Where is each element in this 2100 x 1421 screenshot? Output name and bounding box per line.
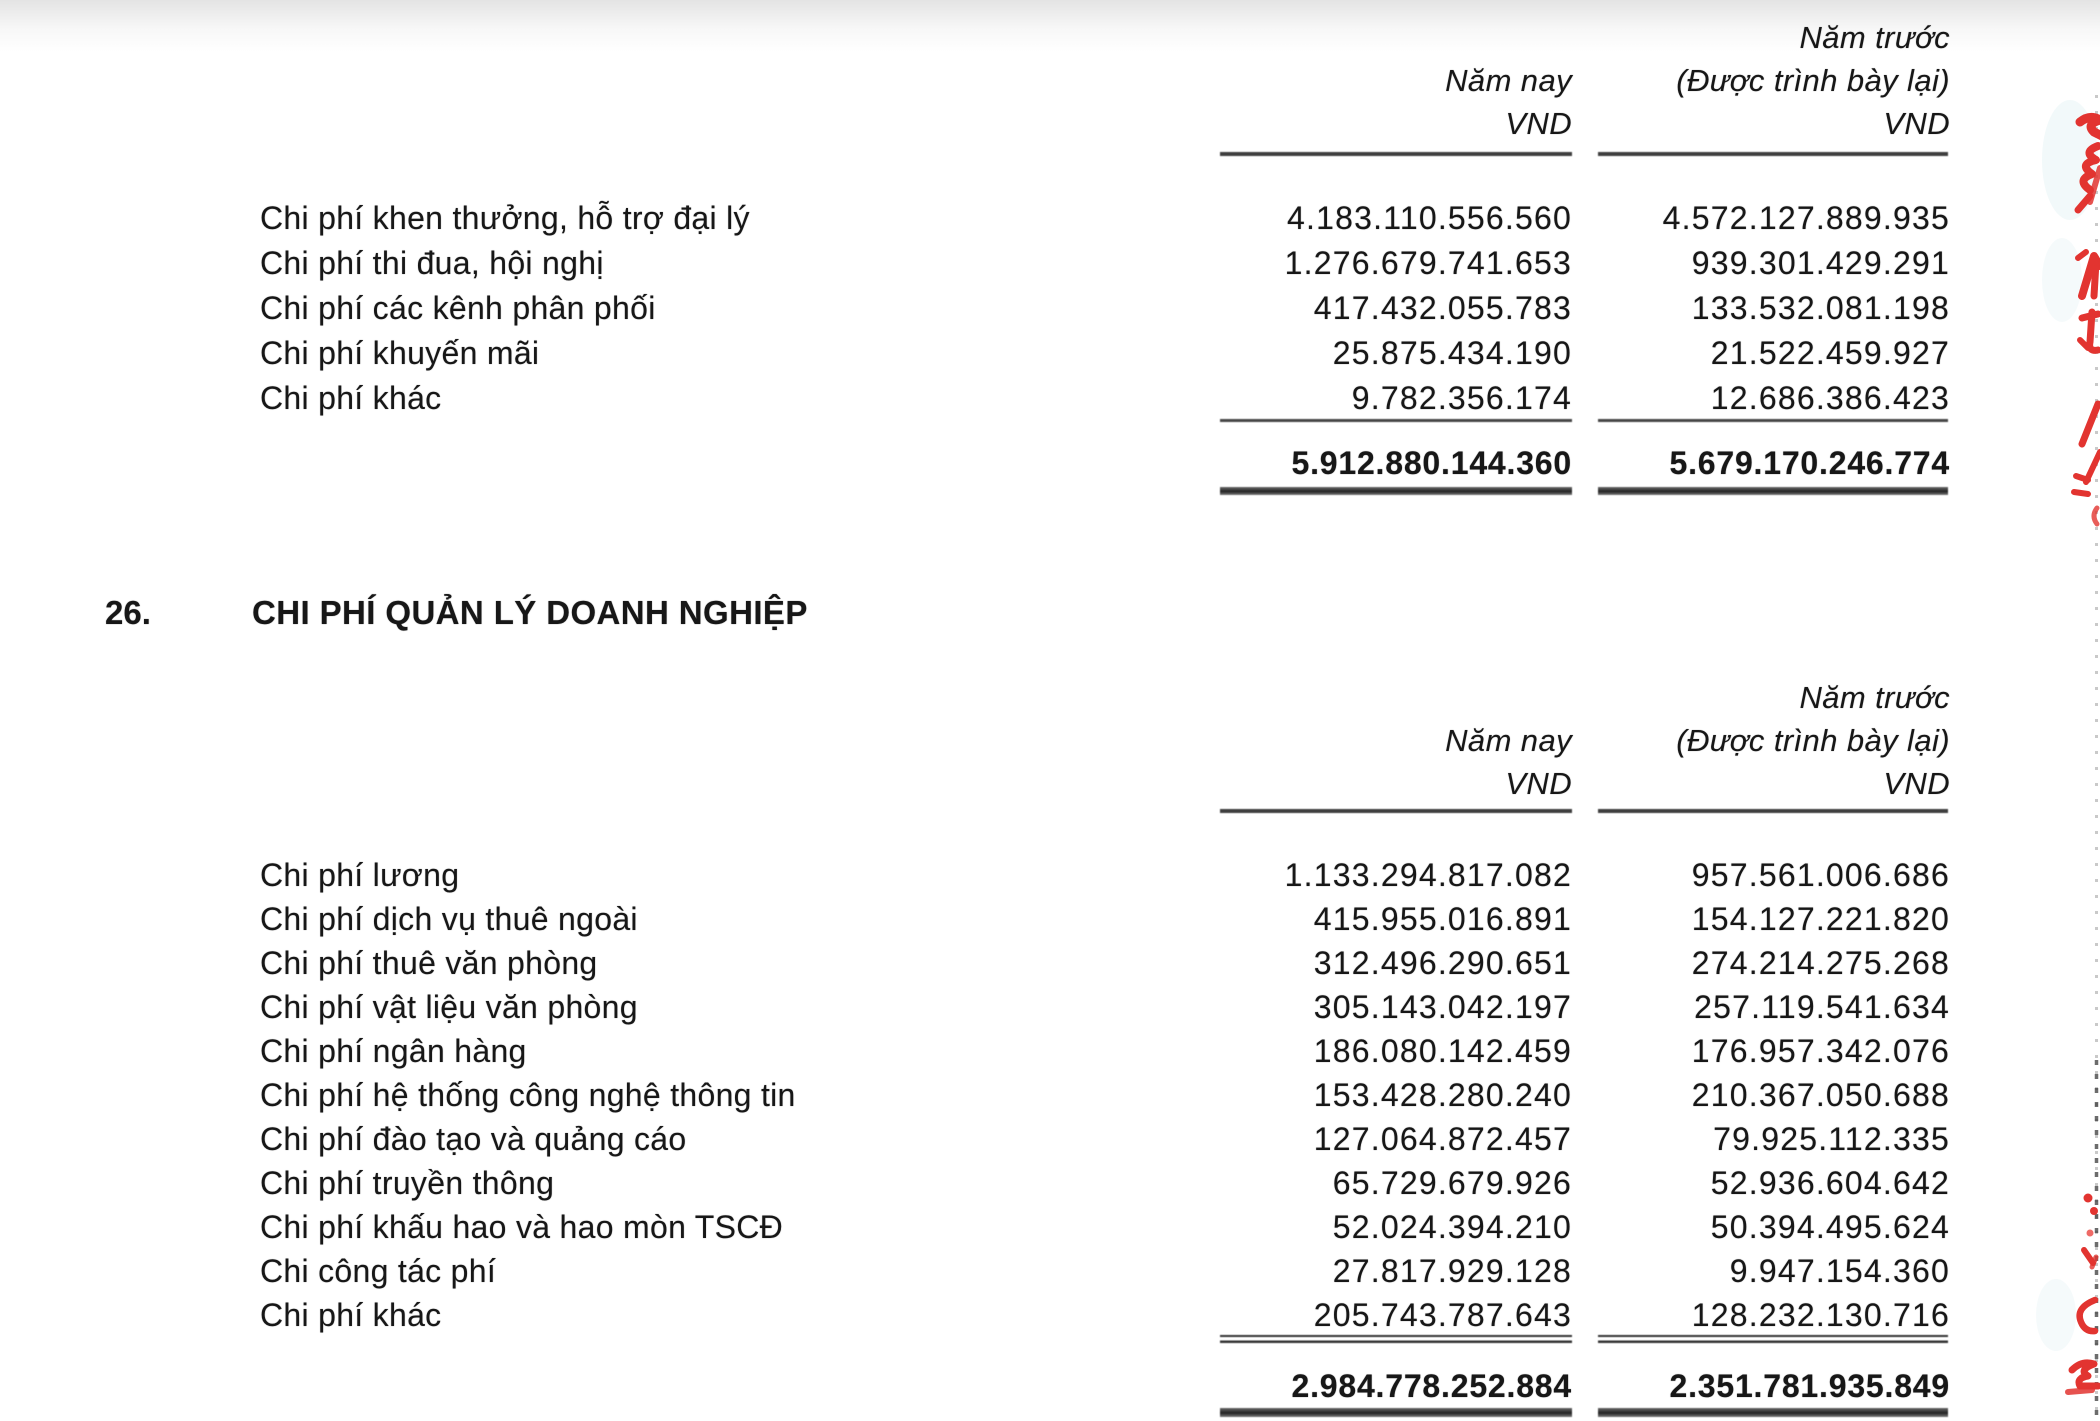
prior-year-value: 133.532.081.198: [1691, 290, 1950, 326]
scan-tint: [2042, 238, 2082, 322]
scan-tint: [2036, 1279, 2076, 1351]
prior-year-value: 4.572.127.889.935: [1662, 200, 1950, 236]
table-row: [260, 331, 1950, 376]
column-header-current-year: Năm nay: [1445, 62, 1572, 98]
column-header-prior-year: Năm trước: [1799, 679, 1950, 715]
table-row: [260, 1161, 1950, 1205]
current-year-value: 52.024.394.210: [1332, 1208, 1572, 1245]
table-row: [260, 941, 1950, 985]
table2-header-rule-col2: [1598, 809, 1948, 813]
table-row: [260, 985, 1950, 1029]
current-year-value: 153.428.280.240: [1313, 1076, 1572, 1113]
expense-label: Chi phí khấu hao và hao mòn TSCĐ: [260, 1208, 784, 1245]
table-row: [260, 1249, 1950, 1293]
column-header-restated-note: (Được trình bày lại): [1676, 722, 1950, 758]
expense-label: Chi phí thuê văn phòng: [260, 944, 598, 981]
table1-body: [260, 196, 1950, 421]
table-row: [260, 1293, 1950, 1337]
current-year-value: 27.817.929.128: [1332, 1252, 1572, 1289]
expense-label: Chi phí dịch vụ thuê ngoài: [260, 900, 638, 937]
prior-year-value: 50.394.495.624: [1710, 1208, 1950, 1245]
table2-column-headers: [260, 676, 1950, 805]
currency-label-current: VND: [1505, 765, 1572, 801]
prior-year-value: 176.957.342.076: [1691, 1032, 1950, 1069]
header-line-1: [260, 676, 1950, 719]
table1-total-prior-year: 5.679.170.246.774: [1669, 445, 1950, 481]
expense-label: Chi phí vật liệu văn phòng: [260, 988, 638, 1025]
prior-year-value: 21.522.459.927: [1710, 335, 1950, 371]
currency-label-current: VND: [1505, 105, 1572, 141]
currency-label-prior: VND: [1883, 105, 1950, 141]
current-year-value: 65.729.679.926: [1332, 1164, 1572, 1201]
table-row: [260, 196, 1950, 241]
expense-label: Chi phí thi đua, hội nghị: [260, 245, 604, 281]
prior-year-value: 957.561.006.686: [1691, 856, 1950, 893]
currency-label-prior: VND: [1883, 765, 1950, 801]
current-year-value: 312.496.290.651: [1313, 944, 1572, 981]
current-year-value: 305.143.042.197: [1313, 988, 1572, 1025]
prior-year-value: 9.947.154.360: [1729, 1252, 1950, 1289]
prior-year-value: 939.301.429.291: [1691, 245, 1950, 281]
expense-label: Chi phí khác: [260, 1296, 442, 1333]
table-row: [260, 376, 1950, 421]
expense-label: Chi phí hệ thống công nghệ thông tin: [260, 1076, 796, 1113]
expense-label: Chi phí lương: [260, 856, 460, 893]
section-title: CHI PHÍ QUẢN LÝ DOANH NGHIỆP: [252, 594, 808, 631]
current-year-value: 186.080.142.459: [1313, 1032, 1572, 1069]
current-year-value: 1.276.679.741.653: [1284, 245, 1572, 281]
expense-label: Chi phí đào tạo và quảng cáo: [260, 1120, 687, 1157]
table1-closing-rule-col2: [1598, 487, 1948, 495]
current-year-value: 25.875.434.190: [1332, 335, 1572, 371]
table2-closing-rule-col1: [1220, 1408, 1572, 1417]
prior-year-value: 79.925.112.335: [1713, 1120, 1950, 1157]
current-year-value: 4.183.110.556.560: [1287, 200, 1572, 236]
prior-year-value: 52.936.604.642: [1710, 1164, 1950, 1201]
section-number: 26.: [105, 594, 151, 631]
header-line-2: [260, 59, 1950, 102]
prior-year-value: 257.119.541.634: [1694, 988, 1950, 1025]
red-ink-marks: [2068, 117, 2100, 1392]
table2-total-row: [260, 1364, 1950, 1408]
table2-body: [260, 853, 1950, 1337]
table2-subtotal-rule-col2: [1598, 1335, 1948, 1343]
table-row: [260, 853, 1950, 897]
table-row: [260, 1205, 1950, 1249]
expense-label: Chi phí khác: [260, 380, 442, 416]
table2-closing-rule-col2: [1598, 1408, 1948, 1417]
column-header-current-year: Năm nay: [1445, 722, 1572, 758]
expense-label: Chi phí khuyến mãi: [260, 335, 540, 371]
table-row: [260, 897, 1950, 941]
prior-year-value: 128.232.130.716: [1691, 1296, 1950, 1333]
current-year-value: 205.743.787.643: [1313, 1296, 1572, 1333]
table-row: [260, 241, 1950, 286]
table2-total-prior-year: 2.351.781.935.849: [1669, 1367, 1950, 1404]
header-line-1: [260, 16, 1950, 59]
column-header-restated-note: (Được trình bày lại): [1676, 62, 1950, 98]
prior-year-value: 154.127.221.820: [1691, 900, 1950, 937]
scan-tint: [2042, 100, 2098, 220]
table1-subtotal-rule-col1: [1220, 419, 1572, 422]
prior-year-value: 12.686.386.423: [1710, 380, 1950, 416]
expense-label: Chi công tác phí: [260, 1252, 497, 1289]
current-year-value: 1.133.294.817.082: [1284, 856, 1572, 893]
table-row: [260, 1073, 1950, 1117]
table-row: [260, 1029, 1950, 1073]
header-line-3: [260, 762, 1950, 805]
expense-label: Chi phí khen thưởng, hỗ trợ đại lý: [260, 200, 750, 236]
expense-label: Chi phí ngân hàng: [260, 1032, 527, 1069]
current-year-value: 127.064.872.457: [1313, 1120, 1572, 1157]
current-year-value: 9.782.356.174: [1351, 380, 1572, 416]
table2-subtotal-rule-col1: [1220, 1335, 1572, 1343]
prior-year-value: 274.214.275.268: [1691, 944, 1950, 981]
table-row: [260, 286, 1950, 331]
current-year-value: 417.432.055.783: [1313, 290, 1572, 326]
prior-year-value: 210.367.050.688: [1691, 1076, 1950, 1113]
table1-subtotal-rule-col2: [1598, 419, 1948, 422]
column-header-prior-year: Năm trước: [1799, 19, 1950, 55]
table1-header-rule-col2: [1598, 152, 1948, 156]
header-line-3: [260, 102, 1950, 145]
table-row: [260, 1117, 1950, 1161]
expense-label: Chi phí truyền thông: [260, 1164, 555, 1201]
table2-total-current-year: 2.984.778.252.884: [1291, 1367, 1572, 1404]
table1-total-row: [260, 441, 1950, 486]
table1-total-current-year: 5.912.880.144.360: [1291, 445, 1572, 481]
table2-header-rule-col1: [1220, 809, 1572, 813]
header-line-2: [260, 719, 1950, 762]
table1-closing-rule-col1: [1220, 487, 1572, 495]
table1-header-rule-col1: [1220, 152, 1572, 156]
current-year-value: 415.955.016.891: [1313, 900, 1572, 937]
table1-column-headers: [260, 16, 1950, 145]
expense-label: Chi phí các kênh phân phối: [260, 290, 656, 326]
